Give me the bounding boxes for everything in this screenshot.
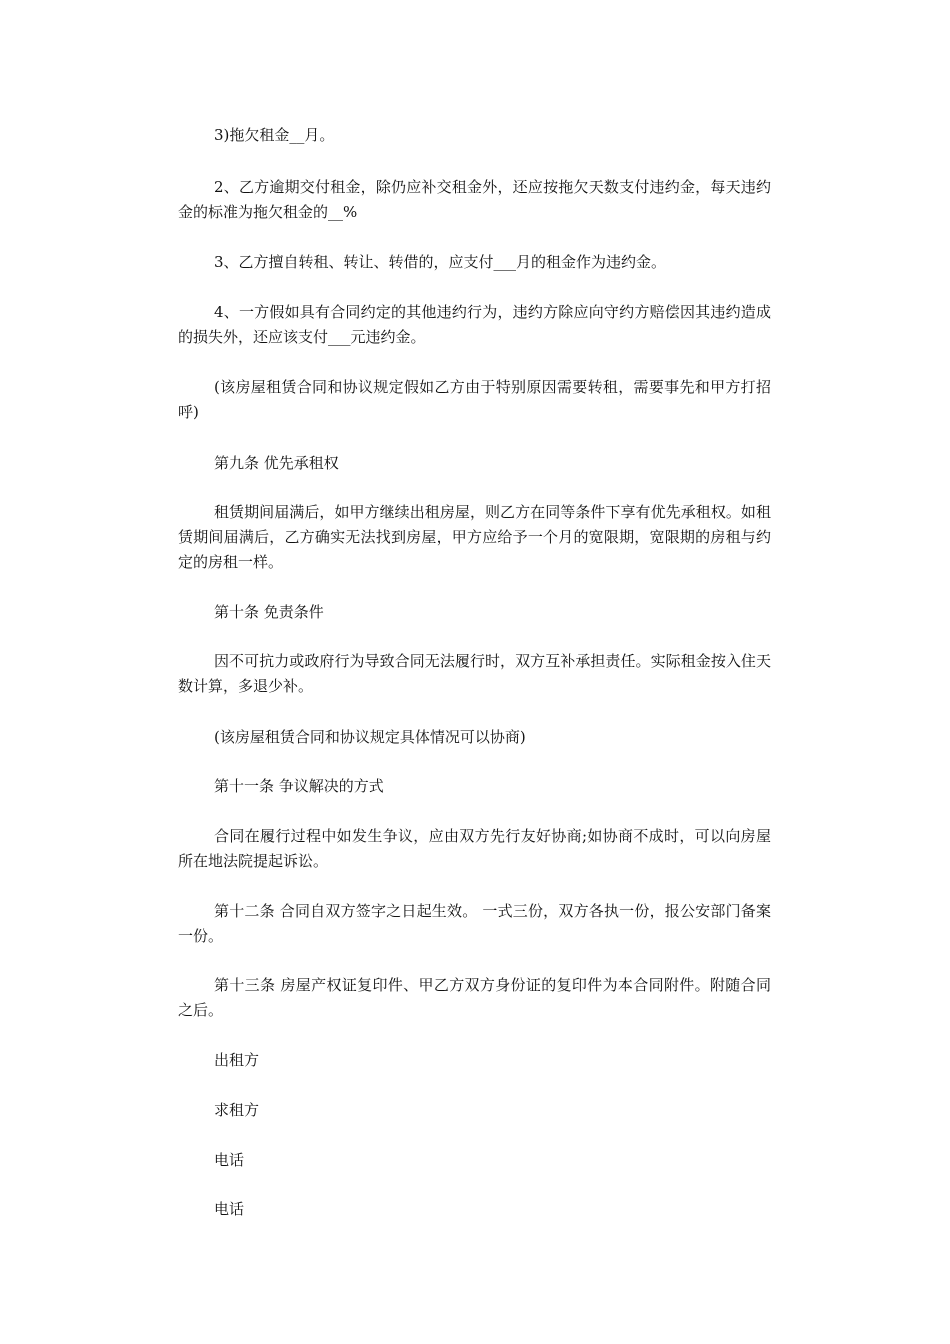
landlord-phone-label: 电话 xyxy=(214,1151,245,1169)
note-negotiable: (该房屋租赁合同和协议规定具体情况可以协商) xyxy=(214,728,526,746)
article-11-body: 合同在履行过程中如发生争议，应由双方先行友好协商;如协商不成时，可以向房屋所在地法院提起诉讼。 xyxy=(178,827,771,870)
article-11-heading: 第十一条 争议解决的方式 xyxy=(214,777,384,795)
article-10-heading: 第十条 免责条件 xyxy=(214,603,324,621)
clause-arrears-months: 3)拖欠租金__月。 xyxy=(214,126,335,144)
clause-other-breach-penalty: 4、一方假如具有合同约定的其他违约行为，违约方除应向守约方赔偿因其违约造成的损失外，还应该支付___元违约金。 xyxy=(178,303,771,346)
article-12: 第十二条 合同自双方签字之日起生效。 一式三份，双方各执一份，报公安部门备案一份。 xyxy=(178,902,771,945)
tenant-signature-label: 求租方 xyxy=(214,1101,260,1119)
clause-late-payment-penalty: 2、乙方逾期交付租金，除仍应补交租金外，还应按拖欠天数支付违约金，每天违约金的标准为拖欠租金的__% xyxy=(178,178,771,221)
article-9-body: 租赁期间届满后，如甲方继续出租房屋，则乙方在同等条件下享有优先承租权。如租赁期间届满后，乙方确实无法找到房屋，甲方应给予一个月的宽限期，宽限期的房租与约定的房租一样。 xyxy=(178,503,771,571)
tenant-phone-label: 电话 xyxy=(214,1200,245,1218)
article-10-body: 因不可抗力或政府行为导致合同无法履行时，双方互补承担责任。实际租金按入住天数计算，多退少补。 xyxy=(178,652,771,695)
clause-sublease-penalty: 3、乙方擅自转租、转让、转借的，应支付___月的租金作为违约金。 xyxy=(214,253,667,271)
article-9-heading: 第九条 优先承租权 xyxy=(214,454,339,472)
article-13: 第十三条 房屋产权证复印件、甲乙方双方身份证的复印件为本合同附件。附随合同之后。 xyxy=(178,976,771,1019)
note-sublease: (该房屋租赁合同和协议规定假如乙方由于特别原因需要转租，需要事先和甲方打招呼) xyxy=(178,378,771,421)
landlord-signature-label: 出租方 xyxy=(214,1051,260,1069)
